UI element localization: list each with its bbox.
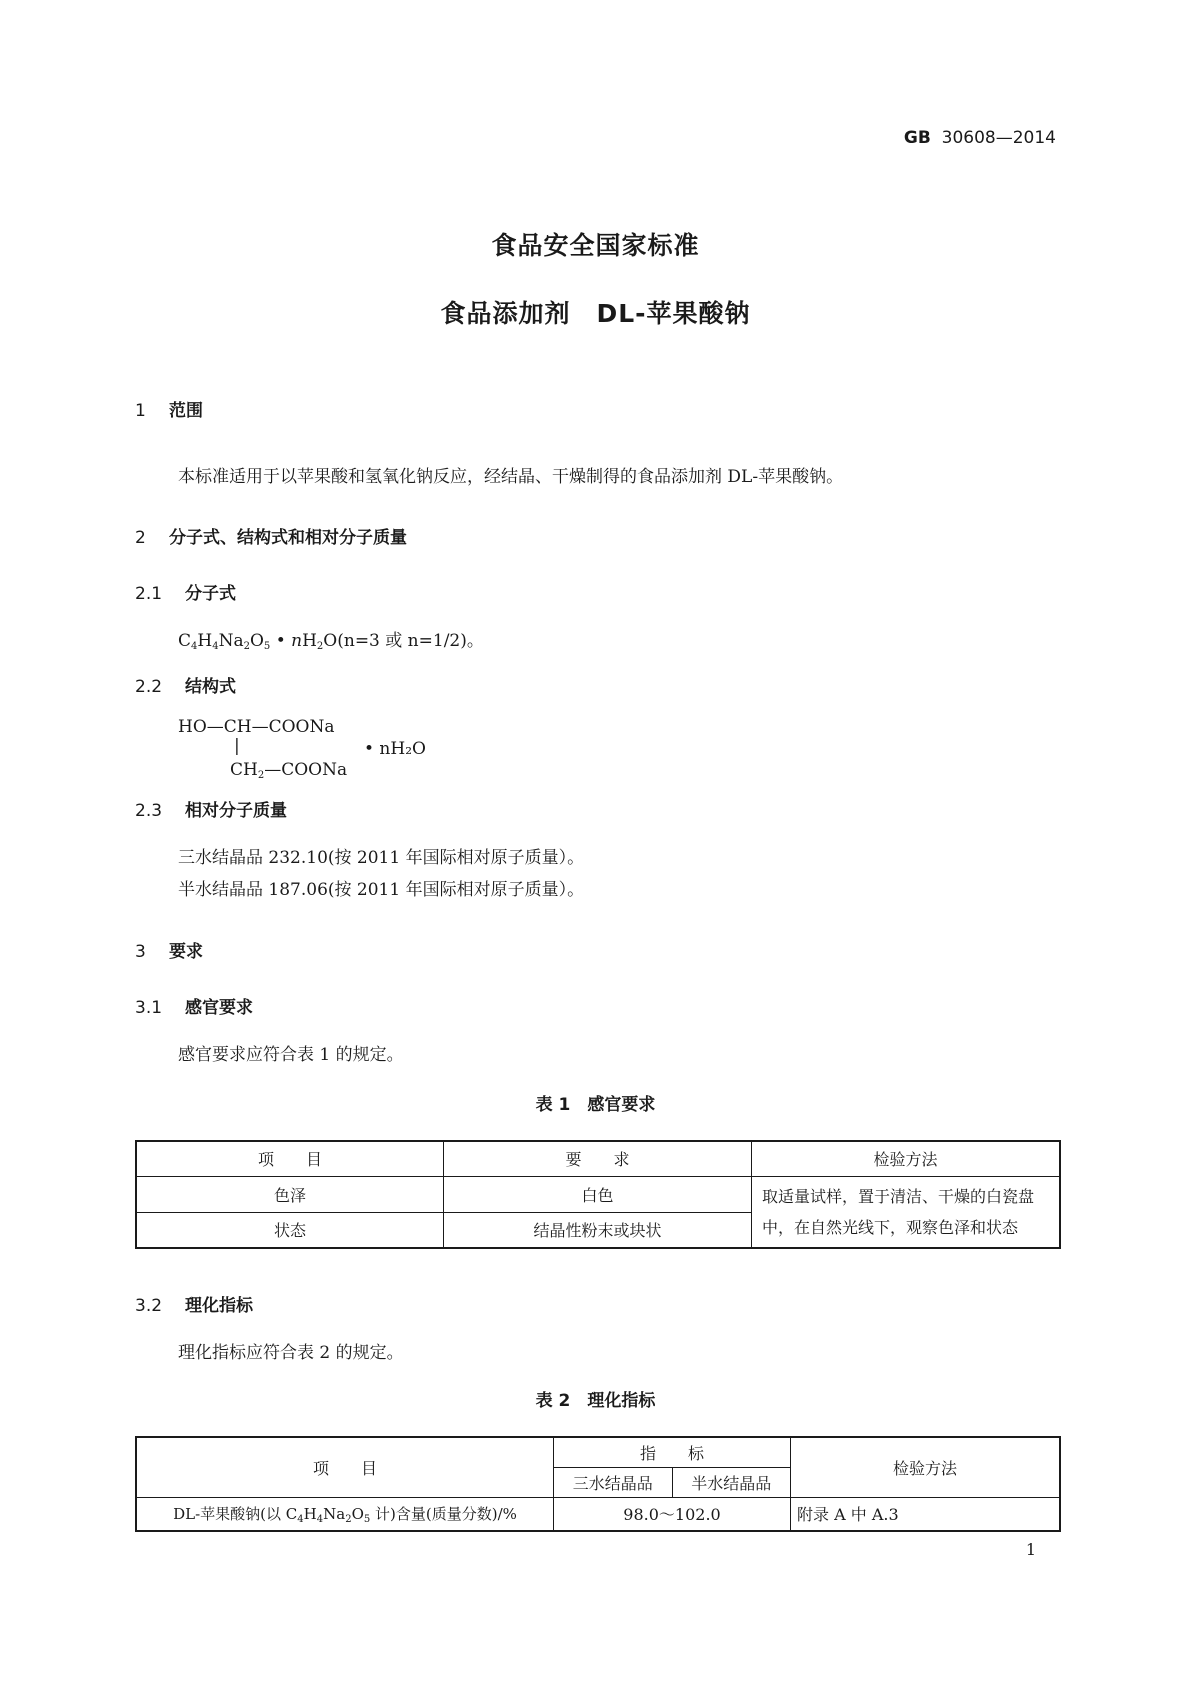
section-2-1-heading: 2.1 分子式 — [135, 584, 236, 604]
section-1-heading: 1 范围 — [135, 401, 203, 421]
table-2-item: DL-苹果酸钠(以 $C_4H_4Na_2O_5$ 计)含量(质量分数)/% — [136, 1497, 554, 1531]
table-1-item: 状态 — [136, 1212, 444, 1248]
structure-hydrate: • nH₂O — [364, 739, 426, 759]
table-1-method: 取适量试样，置于清洁、干燥的白瓷盘中，在自然光线下，观察色泽和状态 — [752, 1176, 1061, 1248]
table-2 — [135, 1436, 1061, 1532]
molecular-formula: $C_4H_4Na_2O_5$ • $nH_2O(n=3$ 或 n=1/2)。 — [178, 631, 484, 652]
table-2-header-trihydrate: 三水结晶品 — [554, 1467, 673, 1497]
title-line-2: 食品添加剂 DL-苹果酸钠 — [440, 299, 751, 328]
table-2-header-hemihydrate: 半水结晶品 — [672, 1467, 791, 1497]
table-2-caption: 表 2 理化指标 — [535, 1391, 656, 1411]
table-1 — [135, 1140, 1061, 1249]
section-3-1-text: 感官要求应符合表 1 的规定。 — [178, 1045, 404, 1065]
table-1-caption: 表 1 感官要求 — [535, 1095, 656, 1115]
table-1-header-requirement: 要 求 — [444, 1141, 752, 1176]
section-3-heading: 3 要求 — [135, 942, 203, 962]
table-2-value: 98.0～102.0 — [554, 1497, 791, 1531]
section-2-2-heading: 2.2 结构式 — [135, 677, 236, 697]
standard-code: GB 30608—2014 — [903, 128, 1056, 148]
table-2-header-item: 项 目 — [136, 1437, 554, 1497]
table-1-requirement: 白色 — [444, 1176, 752, 1212]
section-1-text: 本标准适用于以苹果酸和氢氧化钠反应，经结晶、干燥制得的食品添加剂 DL-苹果酸钠。 — [178, 467, 844, 487]
mass-trihydrate: 三水结晶品 232.10(按 2011 年国际相对原子质量）。 — [178, 848, 585, 868]
table-1-header-item: 项 目 — [136, 1141, 444, 1176]
table-2-header-index: 指 标 — [554, 1437, 791, 1467]
table-1-requirement: 结晶性粉末或块状 — [444, 1212, 752, 1248]
section-3-2-heading: 3.2 理化指标 — [135, 1296, 253, 1316]
table-row — [136, 1497, 1060, 1531]
section-2-heading: 2 分子式、结构式和相对分子质量 — [135, 528, 407, 548]
table-2-header-method: 检验方法 — [791, 1437, 1061, 1497]
page-number: 1 — [1025, 1540, 1036, 1559]
section-3-1-heading: 3.1 感官要求 — [135, 998, 253, 1018]
table-1-item: 色泽 — [136, 1176, 444, 1212]
title-line-1: 食品安全国家标准 — [491, 231, 700, 260]
section-3-2-text: 理化指标应符合表 2 的规定。 — [178, 1343, 404, 1363]
mass-hemihydrate: 半水结晶品 187.06(按 2011 年国际相对原子质量）。 — [178, 880, 585, 900]
structure-line-3: $CH_2—COONa$ — [230, 760, 348, 781]
table-1-header-method: 检验方法 — [752, 1141, 1061, 1176]
structure-line-1: HO—CH—COONa — [178, 717, 335, 737]
table-row — [136, 1176, 1060, 1212]
table-2-method: 附录 A 中 A.3 — [791, 1497, 1061, 1531]
section-2-3-heading: 2.3 相对分子质量 — [135, 801, 287, 821]
structure-bond: | — [234, 736, 240, 756]
